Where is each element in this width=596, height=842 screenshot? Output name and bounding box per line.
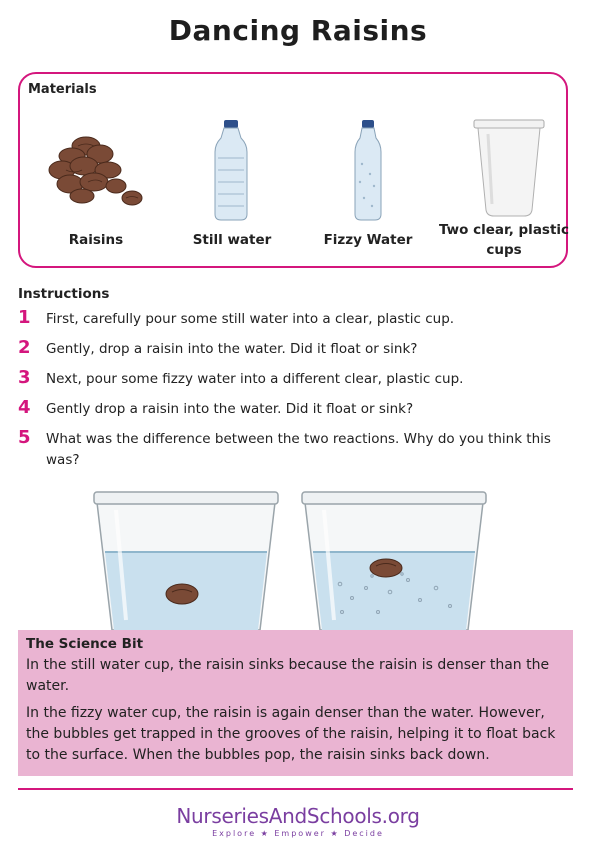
- cups-illustration: [90, 488, 490, 630]
- materials-heading: Materials: [28, 82, 97, 97]
- brand-tagline: Explore ★ Empower ★ Decide: [212, 829, 384, 838]
- material-plastic-cups: [436, 114, 572, 264]
- step-text: First, carefully pour some still water into a clear, plastic cup.: [46, 311, 455, 327]
- raisin-icon: [166, 584, 198, 604]
- water-bottle-icon: [164, 114, 300, 224]
- instructions-heading: Instructions: [18, 286, 110, 302]
- science-paragraph: In the still water cup, the raisin sinks because the raisin is denser than the water.: [26, 657, 550, 694]
- materials-box: [18, 72, 568, 268]
- raisin-icon: [370, 559, 402, 577]
- material-raisins: [28, 114, 164, 264]
- material-still-water: [164, 114, 300, 264]
- science-paragraph: In the fizzy water cup, the raisin is again denser than the water. However, the bubbles get trapped in the grooves of the raisin, helping it to float back to the surface. When the bubbles pop, the raisin sinks back down.: [26, 705, 556, 763]
- step-number: 4: [18, 397, 31, 418]
- material-label-fizzy-water: Fizzy Water: [323, 232, 413, 248]
- footer-divider: [18, 788, 573, 790]
- still-water-cup-icon: [94, 492, 278, 630]
- fizzy-water-bottle-icon: [300, 114, 436, 224]
- step-text: Next, pour some fizzy water into a different clear, plastic cup.: [46, 371, 464, 387]
- step-number: 1: [18, 307, 31, 328]
- page-title: Dancing Raisins: [168, 14, 428, 47]
- material-label-still-water: Still water: [192, 232, 272, 248]
- material-fizzy-water: [300, 114, 436, 264]
- material-label-plastic-cups: Two clear, plastic cups: [438, 222, 570, 258]
- science-heading: The Science Bit: [26, 636, 144, 652]
- step-text: Gently, drop a raisin into the water. Did it float or sink?: [46, 341, 418, 357]
- fizzy-water-cup-icon: [302, 492, 486, 630]
- science-bit-box: [18, 630, 573, 776]
- brand-logo: NurseriesAndSchools.org: [176, 804, 420, 828]
- step-text: What was the difference between the two reactions. Why do you think this was?: [46, 431, 551, 468]
- step-number: 2: [18, 337, 31, 358]
- step-number: 5: [18, 427, 31, 448]
- step-number: 3: [18, 367, 31, 388]
- material-label-raisins: Raisins: [68, 232, 124, 248]
- raisins-icon: [28, 114, 164, 224]
- plastic-cup-icon: [436, 114, 572, 224]
- step-text: Gently drop a raisin into the water. Did it float or sink?: [46, 401, 414, 417]
